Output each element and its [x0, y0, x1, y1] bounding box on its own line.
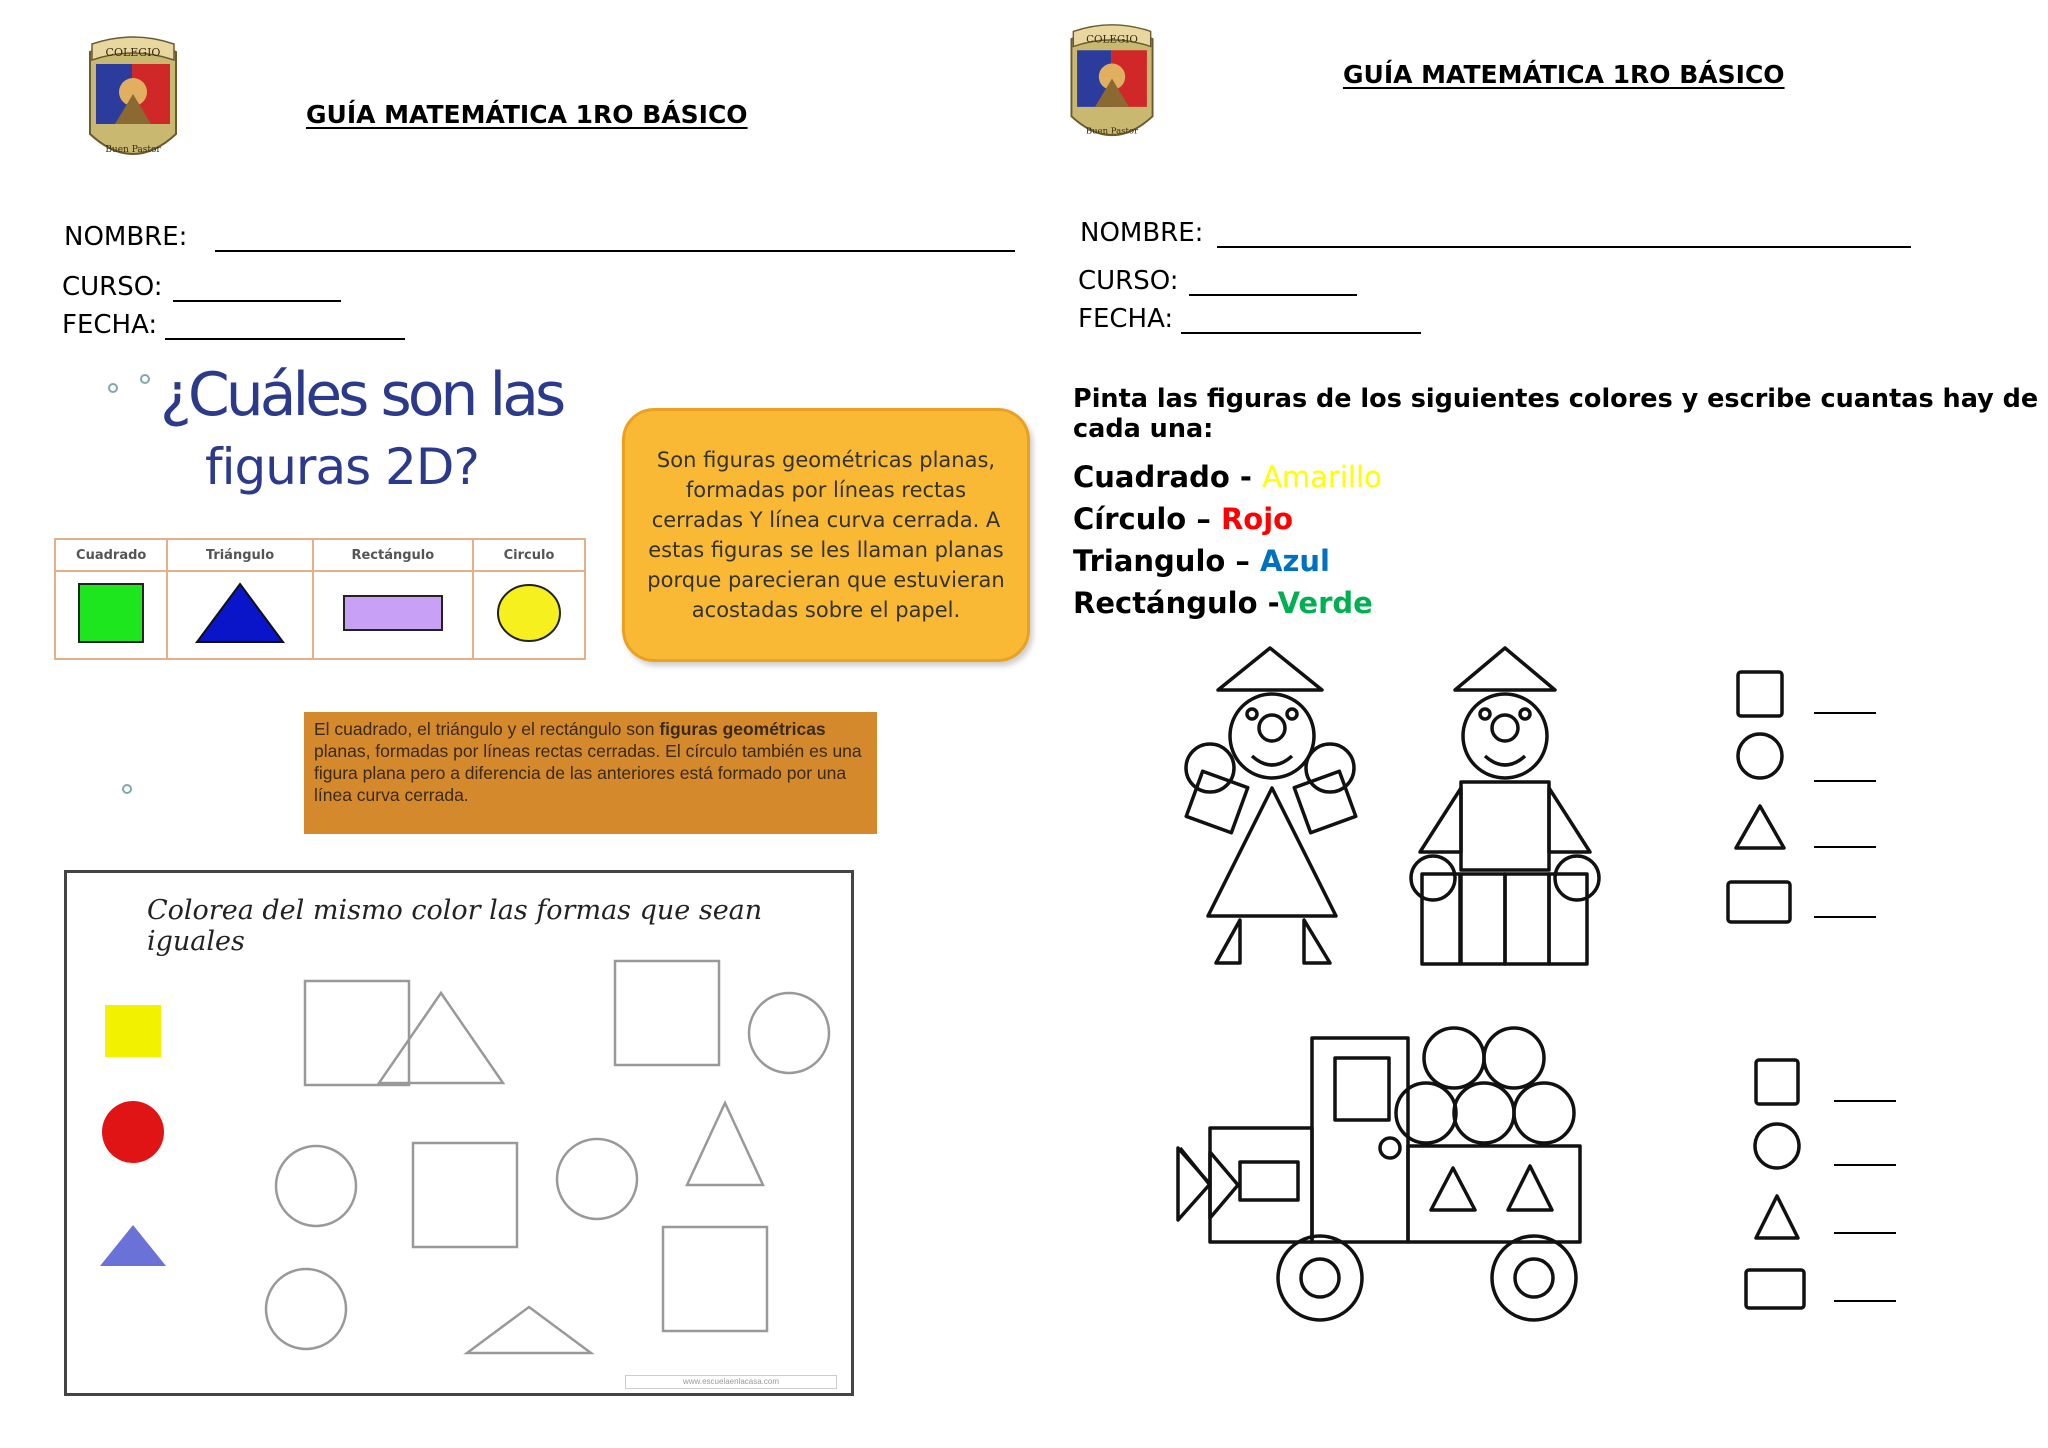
count-answer-line[interactable]	[1814, 846, 1876, 848]
outline-triangle-icon	[687, 1103, 763, 1185]
course-field	[62, 272, 341, 302]
page-title: GUÍA MATEMÁTICA 1RO BÁSICO	[1343, 60, 1785, 89]
count-answer-line[interactable]	[1834, 1100, 1896, 1102]
course-line[interactable]	[173, 276, 341, 302]
key-red-circle-icon	[102, 1101, 164, 1163]
purple-rectangle-icon	[342, 593, 444, 633]
color-key-shape: Cuadrado -	[1073, 460, 1252, 494]
definition-bold: figuras geométricas	[659, 719, 826, 739]
cell-rectangle	[313, 571, 473, 659]
name-field	[1080, 218, 1911, 248]
page-title: GUÍA MATEMÁTICA 1RO BÁSICO	[306, 100, 748, 129]
outline-triangle-icon	[467, 1307, 591, 1353]
cell-triangle	[167, 571, 312, 659]
color-key-circle	[1073, 502, 1293, 536]
course-line[interactable]	[1189, 270, 1357, 296]
course-field	[1078, 266, 1357, 296]
yellow-circle-icon	[494, 582, 564, 644]
name-line[interactable]	[1217, 222, 1911, 248]
date-label: FECHA:	[1078, 304, 1174, 334]
color-key-square	[1073, 460, 1382, 494]
outline-circle-icon	[266, 1269, 346, 1349]
count-answer-line[interactable]	[1814, 780, 1876, 782]
crest-text: COLEGIO	[105, 46, 161, 59]
date-line[interactable]	[1181, 308, 1421, 334]
course-label: CURSO:	[1078, 266, 1179, 296]
outline-square-icon	[305, 981, 409, 1085]
count-key-figures	[1746, 1060, 1804, 1308]
school-crest-logo	[1062, 18, 1162, 158]
coloring-worksheet	[64, 870, 854, 1396]
header-triangle: Triángulo	[167, 539, 312, 571]
girl-figure-icon	[1186, 648, 1356, 963]
decorative-dot	[122, 784, 132, 794]
outline-circle-icon	[276, 1146, 356, 1226]
name-label: NOMBRE:	[64, 222, 188, 252]
color-key-color: Amarillo	[1262, 460, 1382, 494]
date-label: FECHA:	[62, 310, 158, 340]
color-key-color: Rojo	[1220, 502, 1294, 536]
name-line[interactable]	[215, 226, 1015, 252]
color-key-rectangle	[1073, 586, 1373, 620]
worksheet-title: Colorea del mismo color las formas que sean iguales	[147, 895, 763, 957]
course-label: CURSO:	[62, 272, 163, 302]
worksheet-shapes	[67, 873, 851, 1393]
color-key-shape: Rectángulo -	[1073, 586, 1278, 620]
date-line[interactable]	[165, 314, 405, 340]
color-key-shape: Triangulo –	[1073, 544, 1250, 578]
header-rectangle: Rectángulo	[313, 539, 473, 571]
color-key-shape: Círculo –	[1073, 502, 1211, 536]
definition-box	[304, 712, 877, 834]
crest-text: COLEGIO	[1086, 33, 1138, 46]
color-key-color: Azul	[1260, 544, 1330, 578]
crest-motto: Buen Pastor	[105, 145, 161, 155]
decorative-dot	[108, 383, 118, 393]
count-key-figures	[1728, 672, 1790, 922]
definition-part-1: El cuadrado, el triángulo y el rectángulo son	[314, 719, 660, 739]
outline-circle-icon	[557, 1139, 637, 1219]
date-field	[62, 310, 405, 340]
outline-square-icon	[615, 961, 719, 1065]
key-yellow-square-icon	[105, 1005, 161, 1057]
color-key-color: Verde	[1277, 586, 1373, 620]
shapes-table	[54, 538, 586, 660]
info-box-text: Son figuras geométricas planas, formadas por líneas rectas cerradas Y línea curva cerrada. A estas figuras se les llaman planas porque parecieran que estuvieran acostadas sobre el papel.	[647, 448, 1005, 622]
count-answer-line[interactable]	[1834, 1164, 1896, 1166]
worksheet-footer: www.escuelaenlacasa.com	[625, 1375, 837, 1389]
heading-line-1: ¿Cuáles son las	[160, 360, 563, 430]
truck-figure-icon	[1178, 1028, 1580, 1320]
count-answer-line[interactable]	[1814, 712, 1876, 714]
name-field	[64, 222, 1015, 252]
instruction-text: Pinta las figuras de los siguientes colores y escribe cuantas hay de cada una:	[1073, 384, 2039, 444]
count-answer-line[interactable]	[1834, 1232, 1896, 1234]
info-box	[622, 408, 1030, 662]
cell-square	[55, 571, 167, 659]
cell-circle	[473, 571, 585, 659]
outline-triangle-icon	[379, 993, 503, 1083]
outline-square-icon	[413, 1143, 517, 1247]
boy-figure-icon	[1411, 648, 1599, 964]
date-field	[1078, 304, 1421, 334]
crest-motto: Buen Pastor	[1085, 126, 1139, 137]
outline-square-icon	[663, 1227, 767, 1331]
count-answer-line[interactable]	[1814, 916, 1876, 918]
header-square: Cuadrado	[55, 539, 167, 571]
decorative-dot	[140, 374, 150, 384]
count-answer-line[interactable]	[1834, 1300, 1896, 1302]
school-crest-logo	[80, 34, 186, 174]
key-blue-triangle-icon	[100, 1225, 166, 1266]
header-circle: Circulo	[473, 539, 585, 571]
green-square-icon	[76, 582, 146, 644]
name-label: NOMBRE:	[1080, 218, 1204, 248]
shape-figures-drawing	[1130, 628, 2010, 1368]
color-key-triangle	[1073, 544, 1330, 578]
outline-circle-icon	[749, 993, 829, 1073]
blue-triangle-icon	[194, 581, 286, 645]
heading-line-2: figuras 2D?	[205, 438, 479, 496]
definition-part-2: planas, formadas por líneas rectas cerradas. El círculo también es una figura plana pero a diferencia de las anteriores está formado por una línea curva cerrada.	[314, 741, 862, 805]
